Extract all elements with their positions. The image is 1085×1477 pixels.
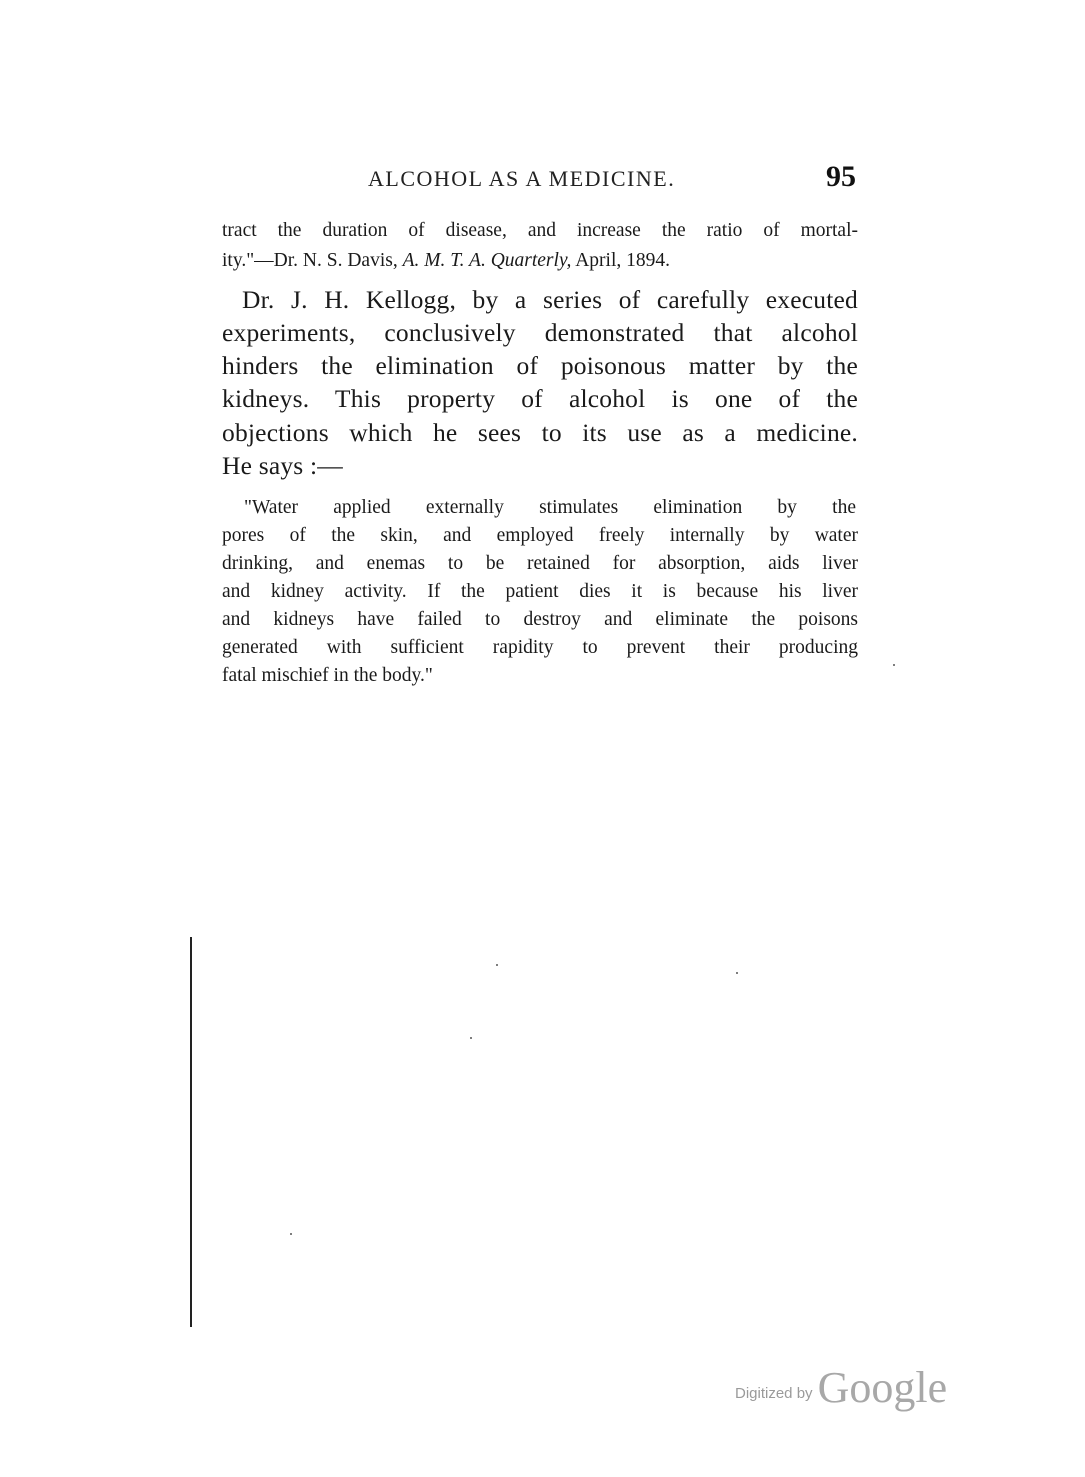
paragraph-line: hinders the elimination of poisonous matter by the: [222, 351, 858, 380]
quote-line: pores of the skin, and employed freely internally by water: [222, 525, 858, 546]
quote-line: drinking, and enemas to be retained for absorption, aids liver: [222, 553, 858, 574]
paragraph-line: Dr. J. H. Kellogg, by a series of carefully executed: [242, 285, 858, 314]
scan-speck: [470, 1037, 472, 1039]
citation-journal: A. M. T. A. Quarterly,: [402, 250, 572, 271]
citation-date: April, 1894.: [571, 250, 670, 271]
paragraph-line: kidneys. This property of alcohol is one of the: [222, 384, 858, 413]
continuation-line: tract the duration of disease, and increase the ratio of mortal-: [222, 220, 858, 241]
scan-speck: [893, 664, 895, 666]
quote-line: generated with sufficient rapidity to prevent their producing: [222, 637, 858, 658]
binding-edge: [190, 937, 192, 1327]
citation-line: [222, 250, 670, 272]
running-head: ALCOHOL AS A MEDICINE.: [368, 166, 676, 191]
quote-line: fatal mischief in the body.": [222, 665, 433, 686]
page-number: 95: [826, 160, 856, 193]
quote-line: and kidney activity. If the patient dies it is because his liver: [222, 581, 858, 602]
paragraph-line: He says :—: [222, 451, 343, 480]
google-logo: Google: [817, 1363, 948, 1412]
scan-speck: [290, 1233, 292, 1235]
digitized-watermark: [735, 1362, 947, 1413]
quote-line: "Water applied externally stimulates elimination by the: [244, 497, 856, 518]
citation-text: ity."—Dr. N. S. Davis,: [222, 250, 403, 271]
scan-speck: [496, 964, 498, 966]
scan-speck: [736, 972, 738, 974]
quote-line: and kidneys have failed to destroy and eliminate the poisons: [222, 609, 858, 630]
paragraph-line: objections which he sees to its use as a medicine.: [222, 418, 858, 447]
paragraph-line: experiments, conclusively demonstrated that alcohol: [222, 318, 858, 347]
watermark-prefix: Digitized by: [735, 1385, 813, 1402]
